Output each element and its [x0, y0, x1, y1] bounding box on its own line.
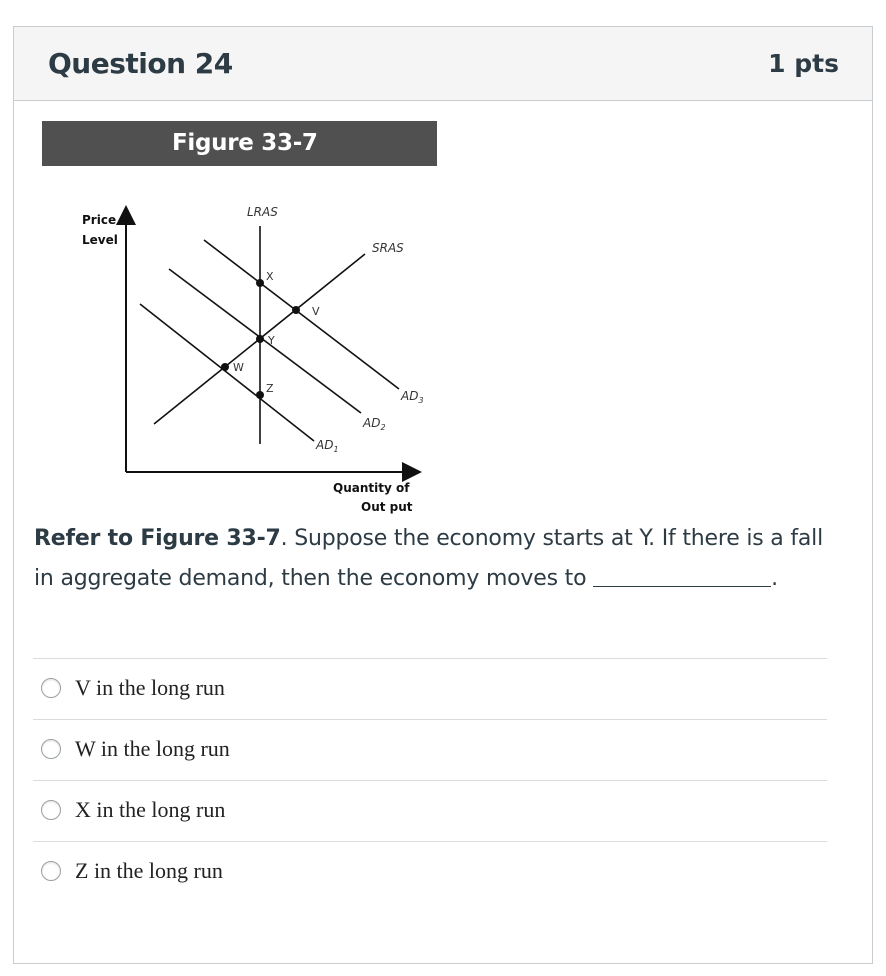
- ad2-label: $AD_2$: [363, 416, 386, 432]
- answer-blank: [593, 562, 771, 587]
- radio-button[interactable]: [41, 739, 61, 759]
- sras-label: SRAS: [372, 241, 404, 255]
- point-x: [256, 279, 264, 287]
- point-w: [221, 363, 229, 371]
- point-w-label: W: [233, 361, 244, 374]
- y-axis-label-1: Price: [82, 213, 117, 227]
- answer-option[interactable]: [33, 658, 827, 719]
- lras-label: LRAS: [247, 205, 278, 219]
- radio-button[interactable]: [41, 861, 61, 881]
- point-v-label: V: [312, 305, 320, 318]
- x-axis-label-1: Quantity of: [333, 481, 410, 495]
- answer-label[interactable]: Z in the long run: [75, 858, 223, 883]
- ad1-label: $AD_1$: [316, 438, 339, 454]
- ad3-label: $AD_3$: [401, 389, 424, 405]
- x-axis-label-2: Out put: [361, 500, 413, 514]
- ad1-curve: [140, 304, 314, 441]
- radio-button[interactable]: [41, 800, 61, 820]
- point-z-label: Z: [266, 382, 274, 395]
- question-title: Question 24: [48, 47, 233, 80]
- question-body: . Suppose the economy starts at Y. If there is a fall in aggregate demand, then the economy moves to: [34, 526, 824, 591]
- answer-option[interactable]: [33, 780, 827, 841]
- answer-option[interactable]: [33, 841, 827, 902]
- ad2-curve: [169, 269, 361, 413]
- answer-label[interactable]: X in the long run: [75, 797, 226, 822]
- answer-label[interactable]: V in the long run: [75, 675, 225, 700]
- radio-button[interactable]: [41, 678, 61, 698]
- point-y-label: Y: [268, 334, 275, 347]
- question-figure-ref: Refer to Figure 33-7: [34, 526, 281, 551]
- question-points: 1 pts: [768, 49, 839, 78]
- point-x-label: X: [266, 270, 274, 283]
- question-text: [34, 519, 834, 599]
- y-axis-label-2: Level: [82, 233, 118, 247]
- answer-label[interactable]: W in the long run: [75, 736, 230, 761]
- point-v: [292, 306, 300, 314]
- question-end: .: [771, 566, 778, 591]
- point-z: [256, 391, 264, 399]
- answer-list: [33, 658, 827, 902]
- figure-title: Figure 33-7: [172, 130, 318, 156]
- point-y: [256, 335, 264, 343]
- answer-option[interactable]: [33, 719, 827, 780]
